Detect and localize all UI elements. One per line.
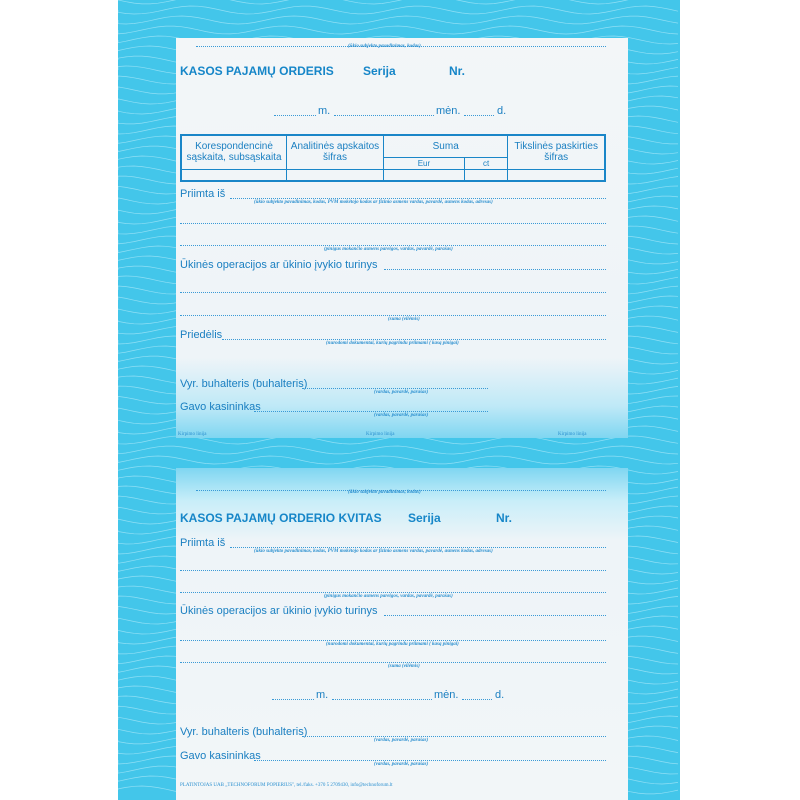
amount-words-caption: (suma (eilėmis) <box>388 317 420 322</box>
received-line-2[interactable] <box>180 223 606 224</box>
cashier-caption: (vardas, pavardė, parašas) <box>374 413 429 418</box>
stub-day-suffix: d. <box>495 689 505 701</box>
payer-line[interactable] <box>180 245 606 246</box>
chief-accountant-label: Vyr. buhalteris (buhalteris) <box>180 378 308 390</box>
receipt-stub-section <box>176 468 628 800</box>
year-suffix: m. <box>318 105 331 117</box>
stub-cashier-field[interactable] <box>254 760 606 761</box>
stub-amount-words-caption: (suma (eilėmis) <box>388 664 420 669</box>
purpose-code-header: Tikslinės paskirties šifras <box>508 135 605 169</box>
guilloche-line <box>118 446 678 454</box>
cell-eur[interactable] <box>384 169 465 181</box>
day-suffix: d. <box>497 105 507 117</box>
analytic-code-header: Analitinės apskaitos šifras <box>287 135 384 169</box>
cell-account[interactable] <box>181 169 287 181</box>
payer-caption: (pinigus mokančio asmens pareigos, vardas, pavardė, parašas) <box>324 247 453 252</box>
stub-year-suffix: m. <box>316 689 329 701</box>
stub-payer-caption: (pinigus mokančio asmens pareigos, vardas, pavardė, parašas) <box>324 594 453 599</box>
cashier-label: Gavo kasininkas <box>180 401 261 413</box>
stub-received-caption: (ūkio subjekto pavadinimas, kodas, PVM mokėtojo kodas ar fizinio asmens vardas, pavardė, asmens kodas, adresas) <box>254 549 493 554</box>
issuer-caption: (ūkio subjekto pavadinimas, kodas) <box>348 44 421 49</box>
attachment-label: Priedėlis <box>180 329 223 341</box>
guilloche-line <box>118 16 678 24</box>
number-label: Nr. <box>449 64 466 78</box>
sum-header: Suma <box>384 135 508 157</box>
receipt-order-section <box>176 38 628 438</box>
chief-accountant-field[interactable] <box>302 388 488 389</box>
distributor-footer: PLATINTOJAS UAB „TECHNOFORUM POPIERIUS", tel./faks. +370 5 2709430, info@technoforum.lt <box>180 783 393 788</box>
stub-operation-label: Ūkinės operacijos ar ūkinio įvykio turinys <box>180 605 378 617</box>
stub-cashier-label: Gavo kasininkas <box>180 750 261 762</box>
accounts-table <box>180 134 606 182</box>
stub-payer-line[interactable] <box>180 592 606 593</box>
cut-line-label-center: Kirpimo linija <box>366 432 395 437</box>
month-suffix: mėn. <box>436 105 461 117</box>
cut-line-label-left: Kirpimo linija <box>178 432 207 437</box>
order-title: KASOS PAJAMŲ ORDERIS <box>180 64 334 78</box>
stub-attachment-caption: (nurodomi dokumentai, kurių pagrindu priimami ( kasą pinigai) <box>326 642 459 647</box>
stub-number-label: Nr. <box>496 511 513 525</box>
cell-ct[interactable] <box>464 169 508 181</box>
received-from-field[interactable] <box>230 198 606 199</box>
ct-subheader: ct <box>464 157 508 169</box>
stub-received-from-field[interactable] <box>230 547 606 548</box>
series-label: Serija <box>363 64 396 78</box>
stub-attachment-line[interactable] <box>180 640 606 641</box>
guilloche-line <box>118 6 678 14</box>
operation-label: Ūkinės operacijos ar ūkinio įvykio turinys <box>180 259 378 271</box>
chief-caption: (vardas, pavardė, parašas) <box>374 390 429 395</box>
operation-field[interactable] <box>384 269 606 270</box>
stub-received-line-2[interactable] <box>180 570 606 571</box>
guilloche-line <box>118 456 678 464</box>
stub-issuer-caption: (ūkio subjekto pavadinimas, kodas) <box>348 490 421 495</box>
cell-purpose[interactable] <box>508 169 605 181</box>
attachment-caption: (nurodomi dokumentai, kurių pagrindu priimami ( kasą pinigai) <box>326 341 459 346</box>
received-from-label: Priimta iš <box>180 188 226 200</box>
form-sheet <box>118 0 680 800</box>
cut-line-label-right: Kirpimo linija <box>558 432 587 437</box>
stub-series-label: Serija <box>408 511 441 525</box>
stub-title: KASOS PAJAMŲ ORDERIO KVITAS <box>180 511 382 525</box>
cashier-field[interactable] <box>254 411 488 412</box>
stub-operation-field[interactable] <box>384 615 606 616</box>
stub-received-from-label: Priimta iš <box>180 537 226 549</box>
stub-cashier-caption: (vardas, pavardė, parašas) <box>374 762 429 767</box>
attachment-field[interactable] <box>222 339 606 340</box>
guilloche-line <box>118 26 678 34</box>
received-from-caption: (ūkio subjekto pavadinimas, kodas, PVM mokėtojo kodas ar fizinio asmens vardas, pavardė, asmens kodas, adresas) <box>254 200 493 205</box>
stub-chief-caption: (vardas, pavardė, parašas) <box>374 738 429 743</box>
stub-chief-accountant-label: Vyr. buhalteris (buhalteris) <box>180 726 308 738</box>
eur-subheader: Eur <box>384 157 465 169</box>
cell-analytic[interactable] <box>287 169 384 181</box>
amount-words-line[interactable] <box>180 315 606 316</box>
stub-chief-accountant-field[interactable] <box>302 736 606 737</box>
stub-month-suffix: mėn. <box>434 689 459 701</box>
stub-amount-words-line[interactable] <box>180 662 606 663</box>
guilloche-line <box>118 0 678 4</box>
operation-line-2[interactable] <box>180 292 606 293</box>
correspondent-account-header: Korespondencinė sąskaita, subsąskaita <box>181 135 287 169</box>
